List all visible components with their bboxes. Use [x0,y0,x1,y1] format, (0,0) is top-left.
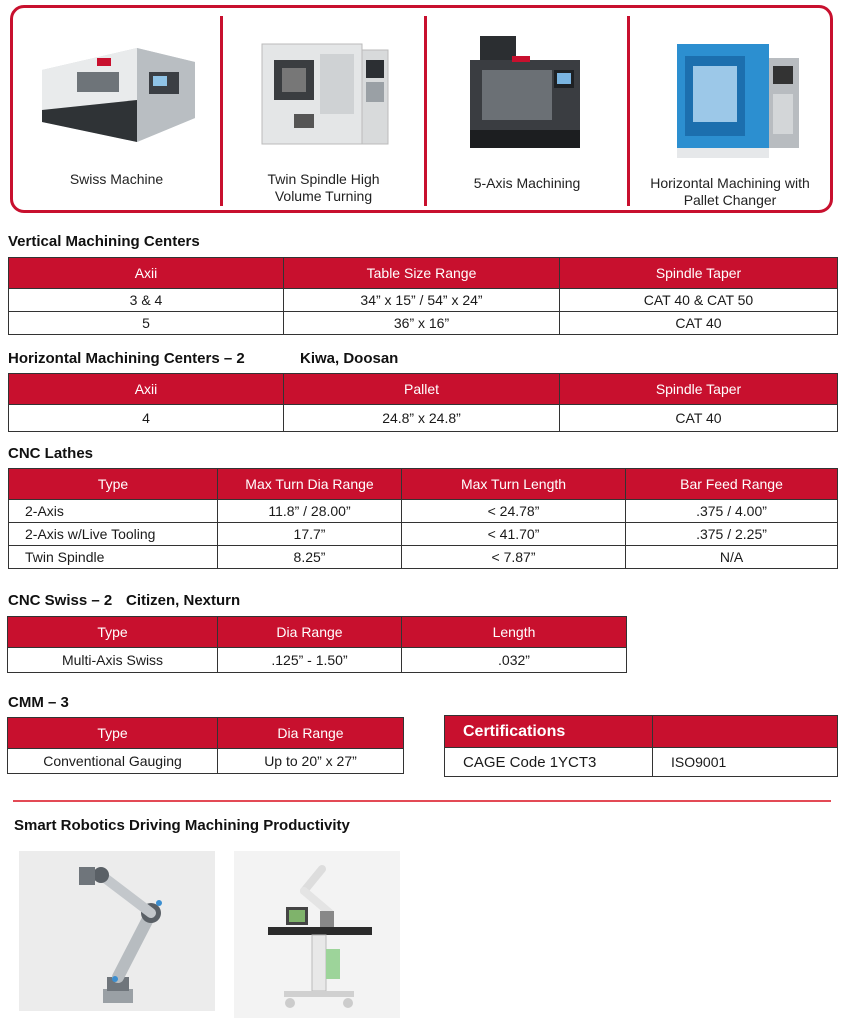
table-cell: CAT 40 & CAT 50 [560,289,838,312]
table-cell: 5 [9,312,284,335]
table-cell: 36” x 16” [284,312,560,335]
table-cell: Conventional Gauging [8,749,218,774]
robot-cart-image [234,851,400,1018]
machine-label: Horizontal Machining with Pallet Changer [650,175,810,208]
machine-label: Swiss Machine [69,171,164,187]
table-row [9,289,838,312]
machine-label: 5-Axis Machining [473,175,581,191]
cmm-table [7,717,404,774]
table-header-row [9,374,838,405]
machine-card-five-axis [427,8,627,210]
robot-arm-image [19,851,215,1011]
table-row [445,748,838,777]
column-header: Dia Range [218,617,402,648]
table-cell: 11.8” / 28.00” [218,500,402,523]
table-row [9,312,838,335]
table-cell: 34” x 15” / 54” x 24” [284,289,560,312]
column-header: Axii [9,258,284,289]
machine-card-swiss [13,8,220,210]
column-header [653,716,838,748]
swiss-machine-image [37,30,197,150]
table-cell: .125” - 1.50” [218,648,402,673]
table-cell: .375 / 2.25” [626,523,838,546]
table-cell: ISO9001 [653,748,838,777]
table-cell: 2-Axis [9,500,218,523]
column-header: Dia Range [218,718,404,749]
five-axis-image [462,30,592,155]
table-header-row [9,258,838,289]
column-header: Max Turn Length [402,469,626,500]
column-header: Axii [9,374,284,405]
certifications-table [444,715,838,777]
column-header: Bar Feed Range [626,469,838,500]
twin-spindle-image [254,30,394,150]
table-header-row [445,716,838,748]
hmc-brands: Kiwa, Doosan [300,350,399,367]
table-row [9,523,838,546]
table-cell: Multi-Axis Swiss [8,648,218,673]
table-cell: Up to 20” x 27” [218,749,404,774]
table-cell: CAT 40 [560,405,838,432]
column-header: Spindle Taper [560,374,838,405]
swiss-brands: Citizen, Nexturn [126,592,241,609]
table-row [8,648,627,673]
column-header: Type [8,617,218,648]
table-cell: .032” [402,648,627,673]
table-cell: N/A [626,546,838,569]
hmc-table [8,373,838,432]
certifications-header: Certifications [445,716,653,748]
table-cell: 3 & 4 [9,289,284,312]
lathes-title: CNC Lathes [8,445,94,462]
table-cell: < 24.78” [402,500,626,523]
cmm-title: CMM – 3 [8,694,69,711]
swiss-title: CNC Swiss – 2 [8,592,113,609]
lathes-table [8,468,838,569]
section-divider [13,800,831,802]
robot-arm-image-frame [19,851,215,1011]
table-row [9,546,838,569]
column-header: Table Size Range [284,258,560,289]
table-cell: Twin Spindle [9,546,218,569]
hmc-title: Horizontal Machining Centers – 2 [8,350,245,367]
swiss-table [7,616,627,673]
machine-card-twin-spindle [223,8,424,210]
vmc-title: Vertical Machining Centers [8,233,200,250]
table-cell: 8.25” [218,546,402,569]
table-cell: 24.8” x 24.8” [284,405,560,432]
table-header-row [8,617,627,648]
table-row [8,749,404,774]
table-cell: 4 [9,405,284,432]
vmc-table [8,257,838,335]
machine-types-panel [10,5,833,213]
table-cell: CAT 40 [560,312,838,335]
column-header: Pallet [284,374,560,405]
column-header: Type [8,718,218,749]
table-header-row [9,469,838,500]
machine-label: Twin Spindle High Volume Turning [267,171,380,204]
table-row [9,405,838,432]
column-header: Spindle Taper [560,258,838,289]
column-header: Max Turn Dia Range [218,469,402,500]
machine-card-horizontal [630,8,830,210]
table-header-row [8,718,404,749]
table-row [9,500,838,523]
robotics-title: Smart Robotics Driving Machining Productivity [14,817,350,834]
table-cell: < 7.87” [402,546,626,569]
table-cell: CAGE Code 1YCT3 [445,748,653,777]
horizontal-machine-image [655,36,805,166]
table-cell: < 41.70” [402,523,626,546]
column-header: Length [402,617,627,648]
table-cell: 2-Axis w/Live Tooling [9,523,218,546]
robot-cart-image-frame [234,851,400,1018]
table-cell: .375 / 4.00” [626,500,838,523]
column-header: Type [9,469,218,500]
table-cell: 17.7” [218,523,402,546]
